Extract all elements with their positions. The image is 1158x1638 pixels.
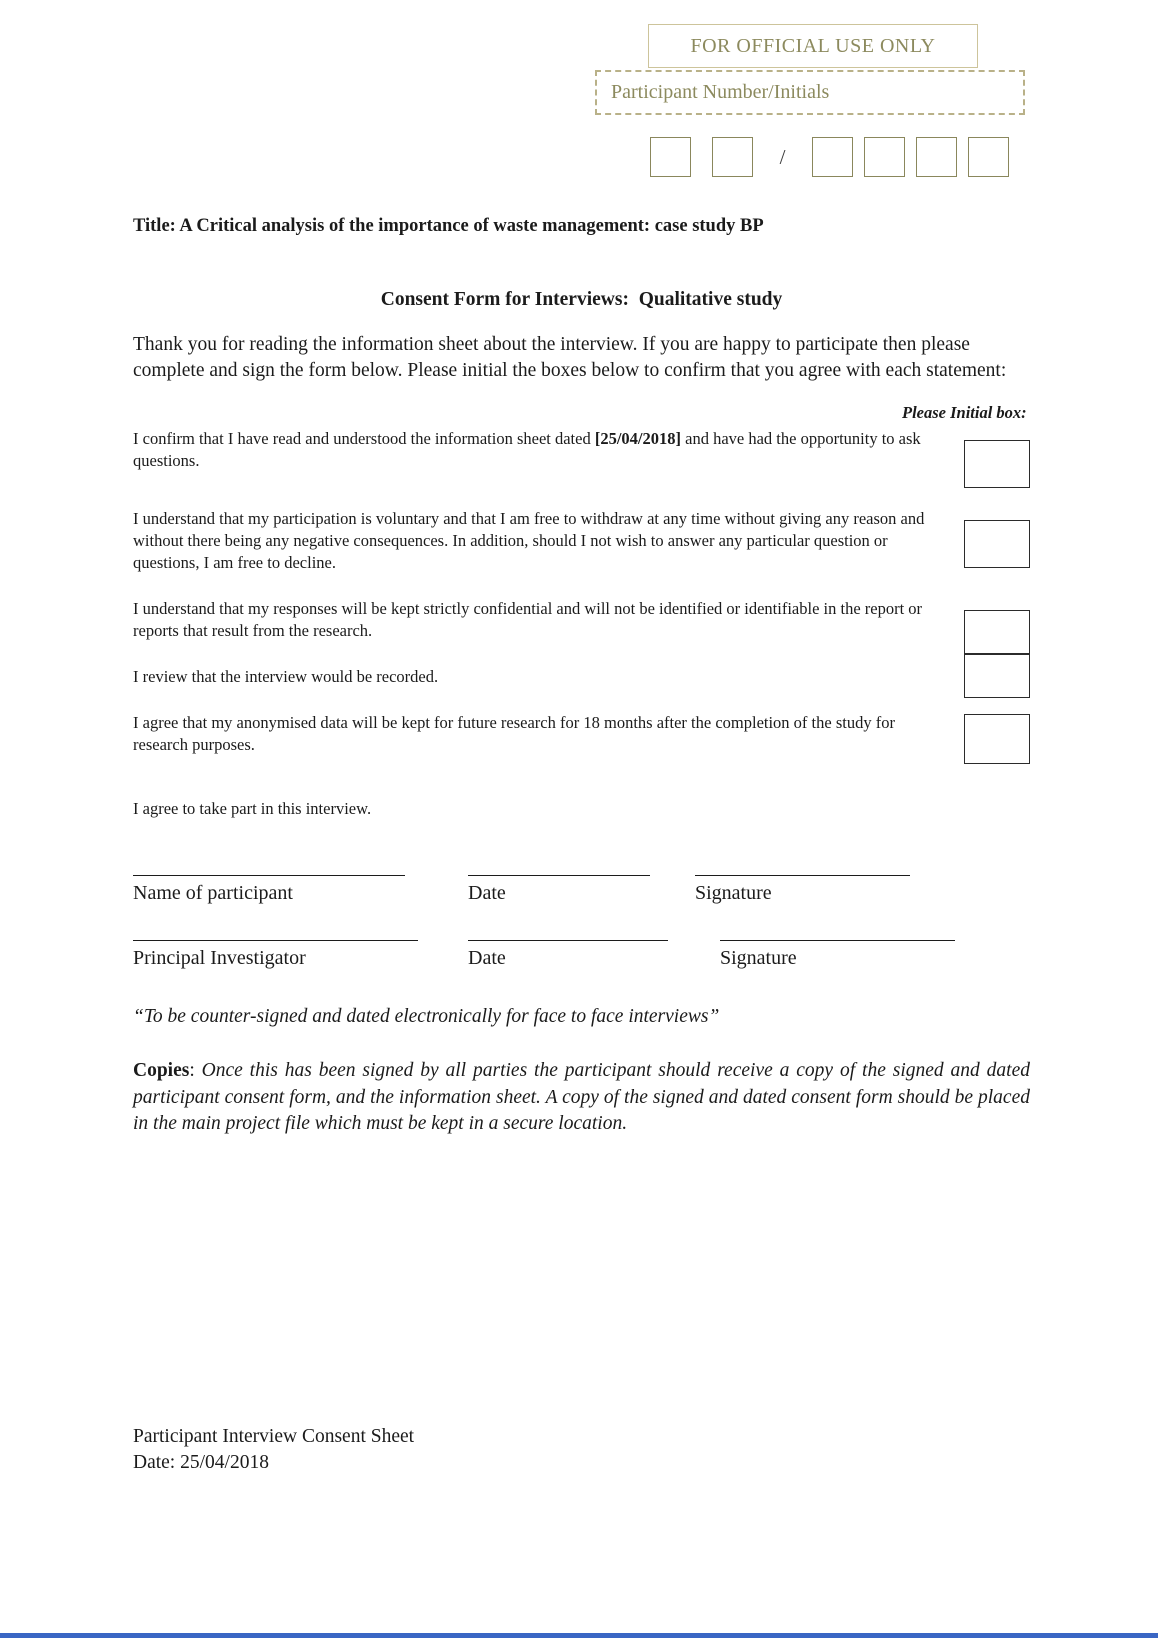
statement-text-2: I understand that my participation is voluntary and that I am free to withdraw at any time without giving any reason and without there being any negative consequences. In addition, should I not wish to answer any particular question or questions, I am free to decline. — [133, 508, 925, 572]
investigator-date-column — [468, 939, 668, 970]
footer-title: Participant Interview Consent Sheet — [133, 1426, 415, 1447]
consent-form-heading: Consent Form for Interviews: Qualitative study — [380, 289, 783, 310]
initial-box-2[interactable] — [964, 520, 1030, 568]
statement-text-3: I understand that my responses will be kept strictly confidential and will not be identified or identifiable in the report or reports that result from the research. — [133, 599, 923, 641]
signature-section — [133, 874, 1030, 970]
statement-1-pre: I confirm that I have read and understood the information sheet dated — [133, 428, 595, 448]
statement-row-4 — [133, 666, 1030, 698]
investigator-date-line[interactable] — [468, 939, 668, 941]
participant-date-label: Date — [468, 882, 506, 905]
investigator-name-label: Principal Investigator — [133, 947, 306, 970]
bottom-edge-bar — [0, 1633, 1158, 1638]
intro-paragraph: Thank you for reading the information sheet about the interview. If you are happy to participate then please complete and sign the form below. Please initial the boxes below to confirm that you agree with each statement: — [133, 334, 1007, 382]
participant-number-cells — [650, 137, 1009, 177]
statement-row-6 — [133, 798, 1030, 820]
participant-date-column — [468, 874, 650, 905]
separator-slash: / — [779, 144, 786, 169]
participant-number-cell-6[interactable] — [968, 137, 1009, 177]
copies-paragraph — [133, 1058, 1030, 1138]
participant-signature-row — [133, 874, 1030, 905]
footer-date: Date: 25/04/2018 — [133, 1452, 269, 1474]
participant-signature-label: Signature — [695, 882, 772, 905]
statement-text-6: I agree to take part in this interview. — [133, 799, 372, 819]
investigator-date-label: Date — [468, 947, 506, 970]
participant-number-cell-2[interactable] — [712, 137, 753, 177]
statement-1-date: [25/04/2018] — [594, 428, 682, 448]
participant-number-field-box — [595, 70, 1025, 115]
initial-box-4[interactable] — [964, 654, 1030, 698]
document-footer — [133, 1424, 414, 1477]
initial-box-1[interactable] — [964, 440, 1030, 488]
statement-text-5: I agree that my anonymised data will be kept for future research for 18 months after the completion of the study for research purposes. — [133, 713, 895, 755]
counter-sign-note: “To be counter-signed and dated electronically for face to face interviews” — [133, 1006, 720, 1028]
participant-name-label: Name of participant — [133, 882, 293, 905]
investigator-signature-label: Signature — [720, 947, 797, 970]
investigator-signature-column — [720, 939, 955, 970]
investigator-signature-row — [133, 939, 1030, 970]
official-use-only-label: FOR OFFICIAL USE ONLY — [690, 34, 936, 57]
initial-box-5[interactable] — [964, 714, 1030, 764]
participant-name-column — [133, 874, 405, 905]
participant-number-cell-4[interactable] — [864, 137, 905, 177]
participant-number-cell-3[interactable] — [812, 137, 853, 177]
official-use-only-box — [648, 24, 978, 68]
document-title: Title: A Critical analysis of the importance of waste management: case study BP — [133, 216, 764, 236]
participant-number-label: Participant Number/Initials — [611, 81, 830, 103]
statement-1-post: and have had the opportunity to ask questions. — [133, 428, 921, 470]
participant-signature-line[interactable] — [695, 874, 910, 876]
participant-date-line[interactable] — [468, 874, 650, 876]
document-body — [0, 216, 1158, 1138]
copies-separator: : — [189, 1060, 202, 1082]
statement-text-4: I review that the interview would be recorded. — [133, 667, 439, 687]
copies-body-text: Once this has been signed by all parties the participant should receive a copy of the signed and dated participant consent form, and the information sheet. A copy of the signed and dated consent form should be placed in the main project file which must be kept in a secure location. — [133, 1060, 1030, 1135]
participant-name-line[interactable] — [133, 874, 405, 876]
investigator-name-column — [133, 939, 418, 970]
statement-row-3 — [133, 598, 1030, 654]
investigator-signature-line[interactable] — [720, 939, 955, 941]
investigator-name-line[interactable] — [133, 939, 418, 941]
please-initial-label: Please Initial box: — [902, 403, 1027, 423]
initial-box-3[interactable] — [964, 610, 1030, 654]
participant-number-cell-5[interactable] — [916, 137, 957, 177]
participant-number-cell-1[interactable] — [650, 137, 691, 177]
copies-label: Copies — [133, 1060, 190, 1082]
statements-list — [133, 428, 1030, 820]
statement-row-1 — [133, 428, 1030, 488]
statement-row-5 — [133, 712, 1030, 764]
statement-row-2 — [133, 508, 1030, 574]
participant-signature-column — [695, 874, 910, 905]
statement-text-1 — [133, 428, 933, 472]
